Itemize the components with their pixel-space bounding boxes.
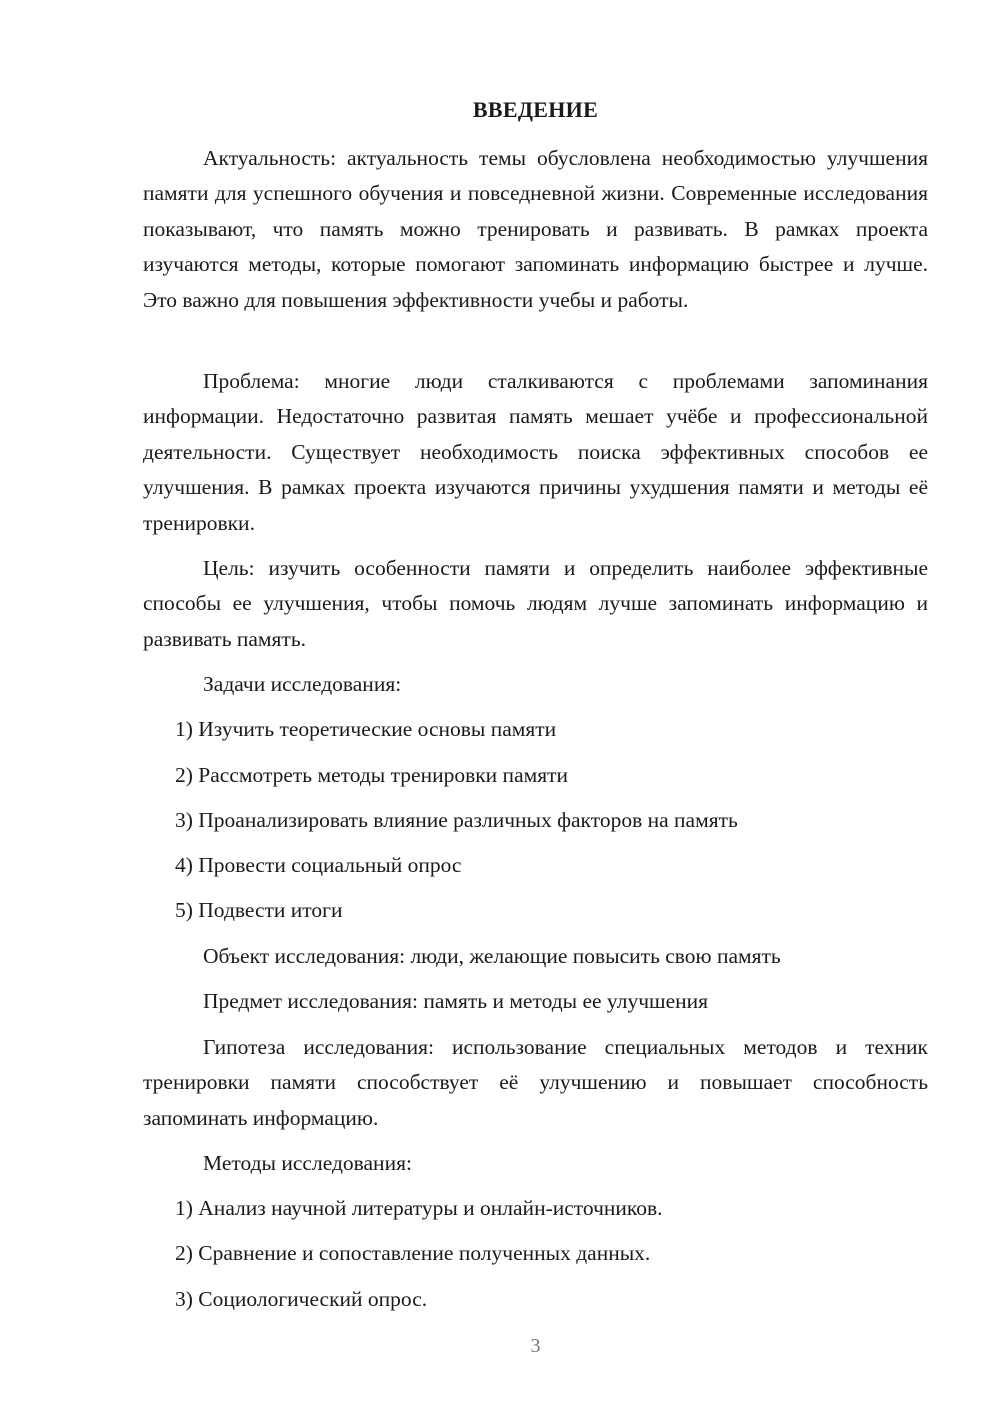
methods-heading: Методы исследования: xyxy=(203,1151,412,1175)
document-page xyxy=(143,0,928,1414)
method-item: 3) Социологический опрос. xyxy=(175,1287,428,1311)
task-item: 2) Рассмотреть методы тренировки памяти xyxy=(175,763,569,787)
research-subject: Предмет исследования: память и методы ее улучшения xyxy=(203,989,709,1013)
paragraph-relevance: Актуальность: актуальность темы обусловлена необходимостью улучшения памяти для успешного обучения и повседневной жизни. Современные исследования показывают, что память можно тренировать и развивать. В рамках проекта изучаются методы, которые помогают запоминать информацию быстрее и лучше. Это важно для повышения эффективности учебы и работы. xyxy=(143,146,928,312)
method-item: 1) Анализ научной литературы и онлайн-источников. xyxy=(175,1196,663,1220)
tasks-heading: Задачи исследования: xyxy=(203,672,402,696)
task-item: 5) Подвести итоги xyxy=(175,898,343,922)
task-item: 4) Провести социальный опрос xyxy=(175,853,462,877)
paragraph-problem: Проблема: многие люди сталкиваются с проблемами запоминания информации. Недостаточно развитая память мешает учёбе и профессиональной деятельности. Существует необходимость поиска эффективных способов ее улучшения. В рамках проекта изучаются причины ухудшения памяти и методы её тренировки. xyxy=(143,369,928,535)
research-object: Объект исследования: люди, желающие повысить свою память xyxy=(203,944,781,968)
page-title: ВВЕДЕНИЕ xyxy=(472,97,599,122)
task-item: 1) Изучить теоретические основы памяти xyxy=(175,717,557,741)
method-item: 2) Сравнение и сопоставление полученных данных. xyxy=(175,1241,651,1265)
page-number: 3 xyxy=(530,1335,541,1357)
paragraph-goal: Цель: изучить особенности памяти и определить наиболее эффективные способы ее улучшения, чтобы помочь людям лучше запоминать информацию и развивать память. xyxy=(143,556,928,651)
paragraph-hypothesis: Гипотеза исследования: использование специальных методов и техник тренировки памяти способствует её улучшению и повышает способность запоминать информацию. xyxy=(143,1035,928,1130)
task-item: 3) Проанализировать влияние различных факторов на память xyxy=(175,808,738,832)
